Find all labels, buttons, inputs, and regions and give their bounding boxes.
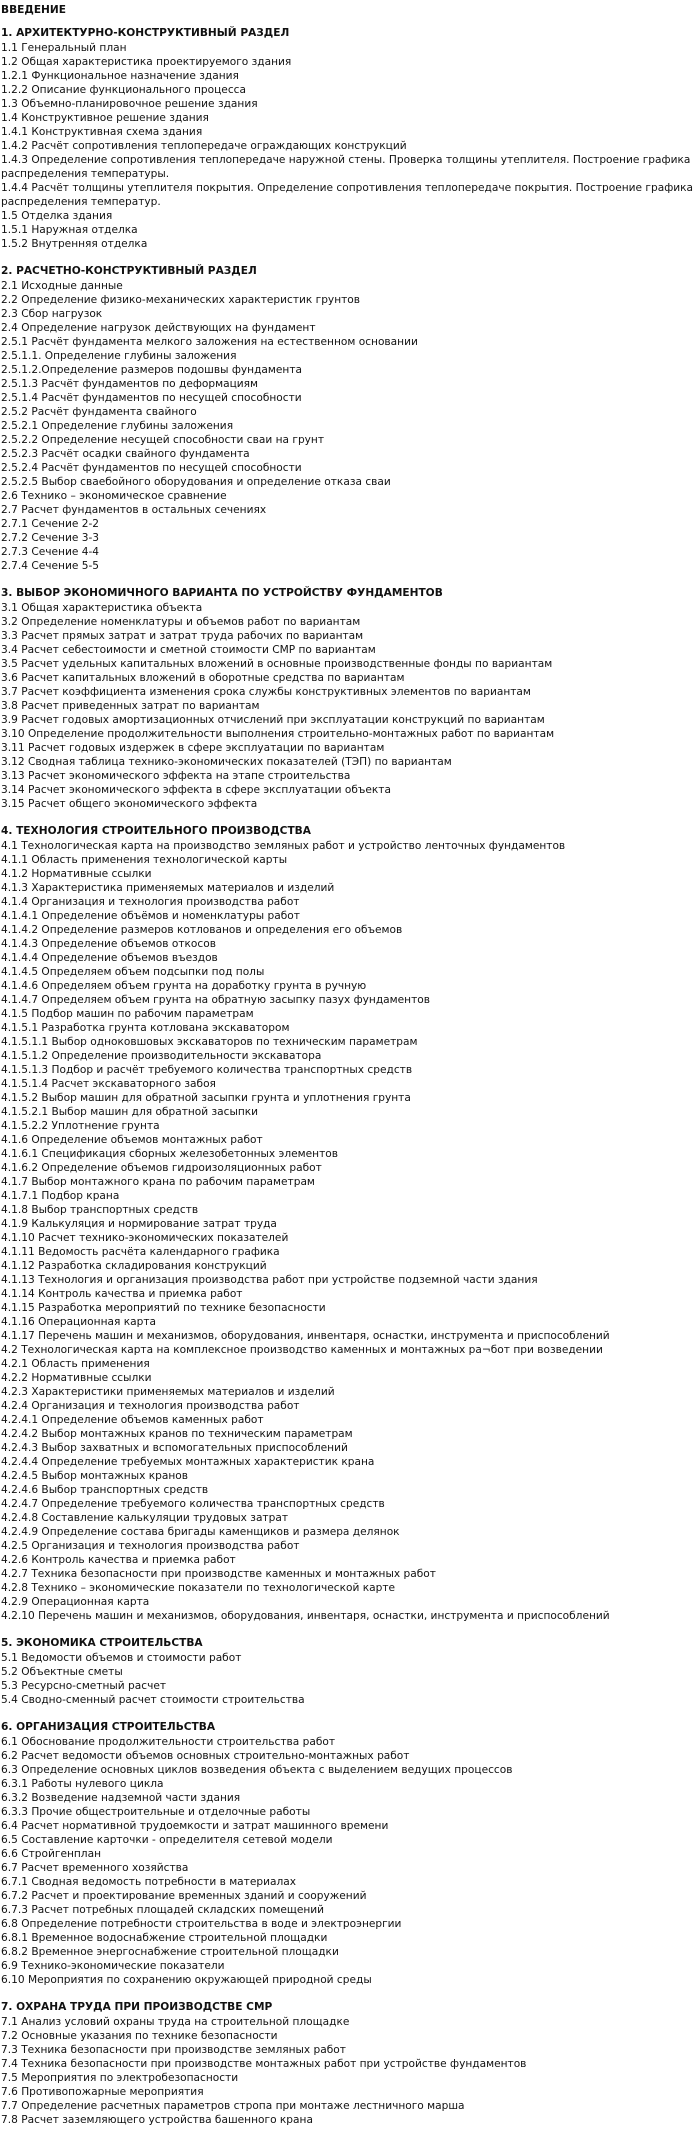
- toc-item: 4.1 Технологическая карта на производство земляных работ и устройство ленточных фундаментов: [1, 840, 566, 852]
- toc-item: 4.1.5.1.4 Расчет экскаваторного забоя: [1, 1078, 216, 1090]
- toc-item: 2.7 Расчет фундаментов в остальных сечениях: [1, 504, 267, 516]
- toc-section: [1, 26, 698, 251]
- toc-item: 5.2 Объектные сметы: [1, 1666, 123, 1678]
- toc-item: 1.5 Отделка здания: [1, 210, 113, 222]
- toc-item: 4.1.5 Подбор машин по рабочим параметрам: [1, 1008, 254, 1020]
- toc-item: 5.3 Ресурсно-сметный расчет: [1, 1680, 167, 1692]
- toc-item: 3.12 Сводная таблица технико-экономических показателей (ТЭП) по вариантам: [1, 756, 452, 768]
- toc-item: 6.4 Расчет нормативной трудоемкости и затрат машинного времени: [1, 1820, 389, 1832]
- toc-item: 7.2 Основные указания по технике безопасности: [1, 2030, 278, 2042]
- toc-item: 4.2.4.8 Составление калькуляции трудовых затрат: [1, 1512, 288, 1524]
- toc-item: 4.1.4.1 Определение объёмов и номенклатуры работ: [1, 910, 300, 922]
- toc-item: 3.3 Расчет прямых затрат и затрат труда рабочих по вариантам: [1, 630, 364, 642]
- toc-item: 4.1.7.1 Подбор крана: [1, 1190, 120, 1202]
- toc-item: 2.4 Определение нагрузок действующих на фундамент: [1, 322, 316, 334]
- toc-item: 4.2.4.1 Определение объемов каменных работ: [1, 1414, 264, 1426]
- toc-item: 4.2.3 Характеристики применяемых материалов и изделий: [1, 1386, 335, 1398]
- toc-item: 2.5.2.5 Выбор сваебойного оборудования и определение отказа сваи: [1, 476, 391, 488]
- table-of-contents: [0, 3, 700, 2127]
- toc-item: 4.2.7 Техника безопасности при производстве каменных и монтажных работ: [1, 1568, 436, 1580]
- toc-item: 7.5 Мероприятия по электробезопасности: [1, 2072, 239, 2084]
- toc-item: 4.1.15 Разработка мероприятий по технике безопасности: [1, 1302, 326, 1314]
- toc-item: 4.2.2 Нормативные ссылки: [1, 1372, 152, 1384]
- toc-item: 4.2.4.7 Определение требуемого количества транспортных средств: [1, 1498, 385, 1510]
- toc-item: 4.1.14 Контроль качества и приемка работ: [1, 1288, 243, 1300]
- toc-item: 6.7 Расчет временного хозяйства: [1, 1862, 189, 1874]
- toc-item: 3.9 Расчет годовых амортизационных отчислений при эксплуатации конструкций по вариантам: [1, 714, 545, 726]
- toc-item: 2.5.2 Расчёт фундамента свайного: [1, 406, 197, 418]
- toc-item: 4.1.8 Выбор транспортных средств: [1, 1204, 199, 1216]
- toc-item: 4.2.9 Операционная карта: [1, 1596, 150, 1608]
- toc-item: 6.7.3 Расчет потребных площадей складских помещений: [1, 1904, 325, 1916]
- toc-item: 2.5.2.1 Определение глубины заложения: [1, 420, 234, 432]
- toc-item: 4.2.4.5 Выбор монтажных кранов: [1, 1470, 188, 1482]
- toc-item: 1.4.4 Расчёт толщины утеплителя покрытия. Определение сопротивления теплопередаче покрытия. Построение графика распределения температур.: [1, 182, 694, 208]
- toc-item: 4.2.10 Перечень машин и механизмов, оборудования, инвентаря, оснастки, инструмента и приспособлений: [1, 1610, 610, 1622]
- toc-item: 4.1.6 Определение объемов монтажных работ: [1, 1134, 263, 1146]
- toc-item: 4.1.5.2.2 Уплотнение грунта: [1, 1120, 160, 1132]
- toc-item: 3.10 Определение продолжительности выполнения строительно-монтажных работ по вариантам: [1, 728, 555, 740]
- toc-item: 4.1.4.3 Определение объемов откосов: [1, 938, 216, 950]
- toc-item: 2.5.1.1. Определение глубины заложения: [1, 350, 237, 362]
- toc-item: 4.1.4.5 Определяем объем подсыпки под полы: [1, 966, 265, 978]
- toc-item: 1.4.2 Расчёт сопротивления теплопередаче ограждающих конструкций: [1, 140, 407, 152]
- toc-item: 4.1.7 Выбор монтажного крана по рабочим параметрам: [1, 1176, 315, 1188]
- toc-item: 6.1 Обоснование продолжительности строительства работ: [1, 1736, 336, 1748]
- toc-item: 1.1 Генеральный план: [1, 42, 127, 54]
- toc-item: 4.2.4.2 Выбор монтажных кранов по техническим параметрам: [1, 1428, 353, 1440]
- toc-item: 1.5.2 Внутренняя отделка: [1, 238, 148, 250]
- toc-item: 6.3.2 Возведение надземной части здания: [1, 1792, 241, 1804]
- toc-item: 4.1.1 Область применения технологической карты: [1, 854, 288, 866]
- toc-item: 3.5 Расчет удельных капитальных вложений в основные производственные фонды по вариантам: [1, 658, 553, 670]
- section-title: 3. ВЫБОР ЭКОНОМИЧНОГО ВАРИАНТА ПО УСТРОЙСТВУ ФУНДАМЕНТОВ: [1, 587, 443, 599]
- toc-section: [1, 1720, 698, 1987]
- toc-item: 6.10 Мероприятия по сохранению окружающей природной среды: [1, 1974, 372, 1986]
- toc-section: [1, 586, 698, 811]
- toc-item: 3.4 Расчет себестоимости и сметной стоимости СМР по вариантам: [1, 644, 376, 656]
- toc-item: 3.15 Расчет общего экономического эффекта: [1, 798, 258, 810]
- toc-item: 4.1.5.1.2 Определение производительности экскаватора: [1, 1050, 322, 1062]
- toc-item: 7.7 Определение расчетных параметров стропа при монтаже лестничного марша: [1, 2100, 465, 2112]
- toc-item: 3.14 Расчет экономического эффекта в сфере эксплуатации объекта: [1, 784, 391, 796]
- toc-item: 2.7.3 Сечение 4-4: [1, 546, 100, 558]
- toc-item: 4.1.6.2 Определение объемов гидроизоляционных работ: [1, 1162, 322, 1174]
- toc-item: 4.2.4.9 Определение состава бригады каменщиков и размера делянок: [1, 1526, 400, 1538]
- toc-item: 3.8 Расчет приведенных затрат по вариантам: [1, 700, 260, 712]
- toc-item: 2.5.1.4 Расчёт фундаментов по несущей способности: [1, 392, 302, 404]
- toc-item: 4.1.9 Калькуляция и нормирование затрат труда: [1, 1218, 277, 1230]
- toc-item: 4.2.4.6 Выбор транспортных средств: [1, 1484, 209, 1496]
- toc-item: 2.5.2.2 Определение несущей способности сваи на грунт: [1, 434, 325, 446]
- section-title: 6. ОРГАНИЗАЦИЯ СТРОИТЕЛЬСТВА: [1, 1721, 216, 1733]
- toc-item: 4.1.5.2.1 Выбор машин для обратной засыпки: [1, 1106, 259, 1118]
- toc-item: 3.6 Расчет капитальных вложений в оборотные средства по вариантам: [1, 672, 405, 684]
- toc-item: 2.5.2.3 Расчёт осадки свайного фундамента: [1, 448, 250, 460]
- toc-item: 2.7.1 Сечение 2-2: [1, 518, 100, 530]
- toc-item: 1.3 Объемно-планировочное решение здания: [1, 98, 258, 110]
- toc-item: 4.2 Технологическая карта на комплексное производство каменных и монтажных ра¬бот при возведении: [1, 1344, 603, 1356]
- toc-item: 3.11 Расчет годовых издержек в сфере эксплуатации по вариантам: [1, 742, 385, 754]
- toc-item: 7.4 Техника безопасности при производстве монтажных работ при устройстве фундаментов: [1, 2058, 527, 2070]
- toc-item: 5.1 Ведомости объемов и стоимости работ: [1, 1652, 242, 1664]
- toc-item: 6.2 Расчет ведомости объемов основных строительно-монтажных работ: [1, 1750, 410, 1762]
- toc-item: 6.9 Технико-экономические показатели: [1, 1960, 225, 1972]
- section-title: 1. АРХИТЕКТУРНО-КОНСТРУКТИВНЫЙ РАЗДЕЛ: [1, 27, 290, 39]
- toc-section: [1, 1636, 698, 1707]
- toc-item: 6.7.1 Сводная ведомость потребности в материалах: [1, 1876, 297, 1888]
- section-title: 7. ОХРАНА ТРУДА ПРИ ПРОИЗВОДСТВЕ СМР: [1, 2001, 273, 2013]
- toc-item: 4.1.5.2 Выбор машин для обратной засыпки грунта и уплотнения грунта: [1, 1092, 411, 1104]
- toc-item: 3.7 Расчет коэффициента изменения срока службы конструктивных элементов по вариантам: [1, 686, 531, 698]
- toc-item: 4.1.4.7 Определяем объем грунта на обратную засыпку пазух фундаментов: [1, 994, 430, 1006]
- toc-item: 4.1.4.6 Определяем объем грунта на доработку грунта в ручную: [1, 980, 367, 992]
- toc-item: 6.6 Стройгенплан: [1, 1848, 101, 1860]
- toc-item: 6.8 Определение потребности строительства в воде и электроэнергии: [1, 1918, 402, 1930]
- toc-item: 2.6 Технико – экономическое сравнение: [1, 490, 227, 502]
- toc-section: [1, 264, 698, 573]
- toc-item: 4.2.6 Контроль качества и приемка работ: [1, 1554, 236, 1566]
- toc-item: 4.1.3 Характеристика применяемых материалов и изделий: [1, 882, 335, 894]
- toc-item: 2.7.2 Сечение 3-3: [1, 532, 100, 544]
- toc-item: 4.1.12 Разработка складирования конструкций: [1, 1260, 267, 1272]
- toc-item: 2.2 Определение физико-механических характеристик грунтов: [1, 294, 361, 306]
- toc-item: 1.4 Конструктивное решение здания: [1, 112, 209, 124]
- toc-item: 4.2.4.4 Определение требуемых монтажных характеристик крана: [1, 1456, 375, 1468]
- toc-item: 7.8 Расчет заземляющего устройства башенного крана: [1, 2114, 313, 2126]
- toc-item: 4.1.13 Технология и организация производства работ при устройстве подземной части здания: [1, 1274, 538, 1286]
- toc-item: 5.4 Сводно-сменный расчет стоимости строительства: [1, 1694, 305, 1706]
- toc-item: 1.5.1 Наружная отделка: [1, 224, 138, 236]
- section-title: 5. ЭКОНОМИКА СТРОИТЕЛЬСТВА: [1, 1637, 203, 1649]
- toc-item: 4.1.5.1.3 Подбор и расчёт требуемого количества транспортных средств: [1, 1064, 413, 1076]
- toc-item: 6.3.1 Работы нулевого цикла: [1, 1778, 164, 1790]
- toc-item: 4.1.4.2 Определение размеров котлованов и определения его объемов: [1, 924, 403, 936]
- toc-item: 4.1.4.4 Определение объемов въездов: [1, 952, 218, 964]
- toc-sections: [1, 26, 698, 2127]
- toc-item: 2.5.1.3 Расчёт фундаментов по деформациям: [1, 378, 259, 390]
- toc-item: 4.1.5.1.1 Выбор одноковшовых экскаваторов по техническим параметрам: [1, 1036, 418, 1048]
- toc-item: 1.2.1 Функциональное назначение здания: [1, 70, 239, 82]
- toc-item: 4.2.8 Технико – экономические показатели по технологической карте: [1, 1582, 396, 1594]
- section-title: 4. ТЕХНОЛОГИЯ СТРОИТЕЛЬНОГО ПРОИЗВОДСТВА: [1, 825, 311, 837]
- toc-item: 4.2.4 Организация и технология производства работ: [1, 1400, 300, 1412]
- toc-item: 3.13 Расчет экономического эффекта на этапе строительства: [1, 770, 351, 782]
- toc-item: 1.2 Общая характеристика проектируемого здания: [1, 56, 292, 68]
- toc-item: 7.6 Противопожарные мероприятия: [1, 2086, 204, 2098]
- toc-item: 2.1 Исходные данные: [1, 280, 123, 292]
- toc-item: 2.3 Сбор нагрузок: [1, 308, 103, 320]
- toc-item: 7.1 Анализ условий охраны труда на строительной площадке: [1, 2016, 350, 2028]
- toc-item: 4.2.1 Область применения: [1, 1358, 150, 1370]
- toc-item: 6.7.2 Расчет и проектирование временных зданий и сооружений: [1, 1890, 367, 1902]
- toc-item: 4.2.5 Организация и технология производства работ: [1, 1540, 300, 1552]
- toc-item: 6.3.3 Прочие общестроительные и отделочные работы: [1, 1806, 311, 1818]
- toc-item: 6.3 Определение основных циклов возведения объекта с выделением ведущих процессов: [1, 1764, 513, 1776]
- toc-item: 4.1.11 Ведомость расчёта календарного графика: [1, 1246, 280, 1258]
- toc-item: 2.5.1 Расчёт фундамента мелкого заложения на естественном основании: [1, 336, 418, 348]
- toc-item: 2.5.2.4 Расчёт фундаментов по несущей способности: [1, 462, 302, 474]
- toc-item: 4.1.10 Расчет технико-экономических показателей: [1, 1232, 289, 1244]
- toc-item: 4.1.16 Операционная карта: [1, 1316, 157, 1328]
- toc-item: 6.8.1 Временное водоснабжение строительной площадки: [1, 1932, 328, 1944]
- toc-item: 2.7.4 Сечение 5-5: [1, 560, 100, 572]
- section-title: 2. РАСЧЕТНО-КОНСТРУКТИВНЫЙ РАЗДЕЛ: [1, 265, 257, 277]
- toc-item: 2.5.1.2.Определение размеров подошвы фундамента: [1, 364, 302, 376]
- toc-item: 1.4.3 Определение сопротивления теплопередаче наружной стены. Проверка толщины утеплителя. Построение графика распределения температуры.: [1, 154, 691, 180]
- toc-section: [1, 2000, 698, 2127]
- toc-item: 6.5 Составление карточки - определителя сетевой модели: [1, 1834, 333, 1846]
- toc-item: 6.8.2 Временное энергоснабжение строительной площадки: [1, 1946, 339, 1958]
- toc-item: 4.1.2 Нормативные ссылки: [1, 868, 152, 880]
- intro-heading: ВВЕДЕНИЕ: [1, 4, 67, 16]
- toc-item: 7.3 Техника безопасности при производстве земляных работ: [1, 2044, 346, 2056]
- toc-item: 4.1.5.1 Разработка грунта котлована экскаватором: [1, 1022, 290, 1034]
- toc-item: 1.4.1 Конструктивная схема здания: [1, 126, 203, 138]
- toc-section: [1, 824, 698, 1623]
- toc-item: 4.1.6.1 Спецификация сборных железобетонных элементов: [1, 1148, 338, 1160]
- toc-item: 4.1.17 Перечень машин и механизмов, оборудования, инвентаря, оснастки, инструмента и приспособлений: [1, 1330, 610, 1342]
- toc-item: 4.2.4.3 Выбор захватных и вспомогательных приспособлений: [1, 1442, 348, 1454]
- toc-item: 3.1 Общая характеристика объекта: [1, 602, 203, 614]
- toc-item: 3.2 Определение номенклатуры и объемов работ по вариантам: [1, 616, 361, 628]
- toc-item: 4.1.4 Организация и технология производства работ: [1, 896, 300, 908]
- toc-item: 1.2.2 Описание функционального процесса: [1, 84, 246, 96]
